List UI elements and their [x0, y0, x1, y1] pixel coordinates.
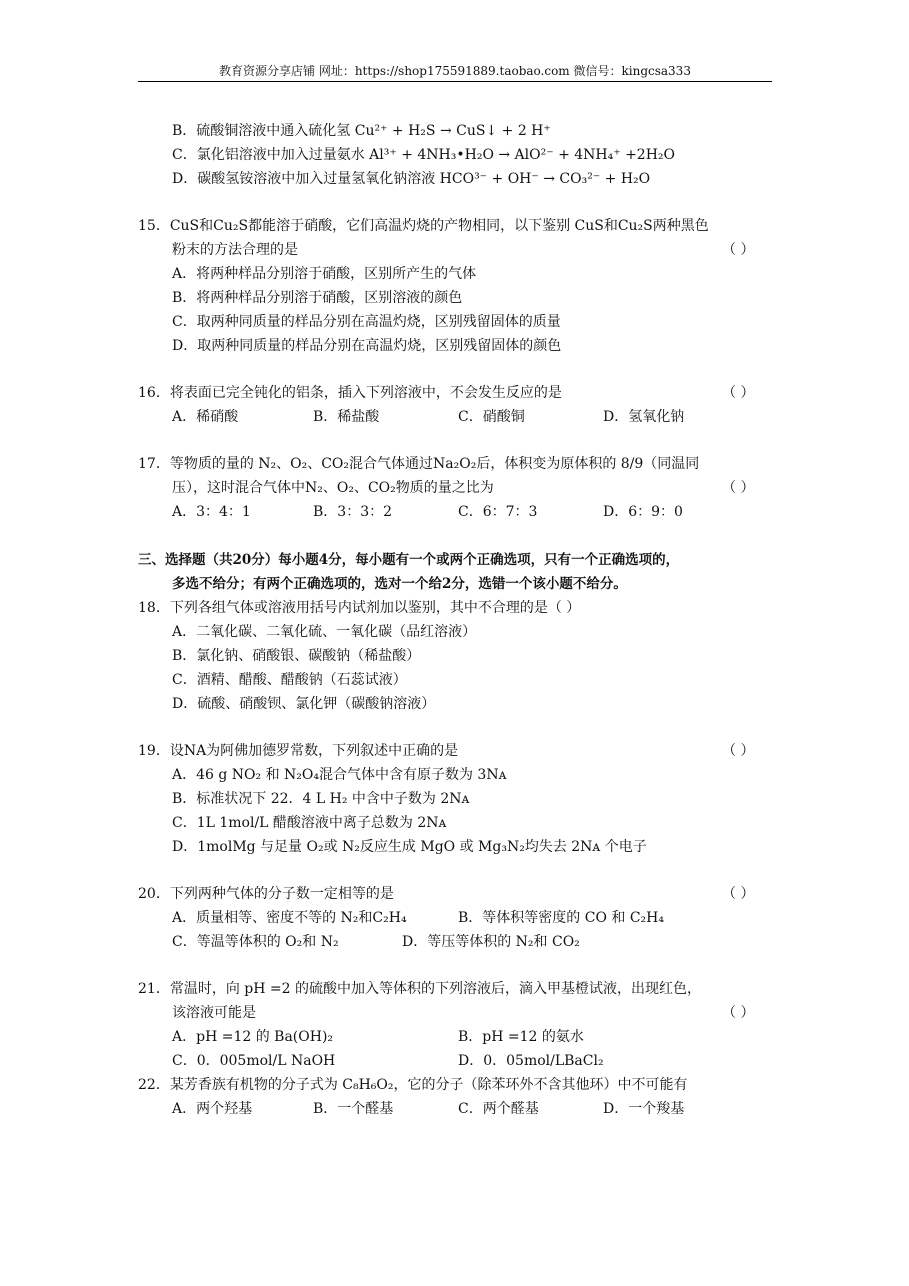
- q20-stem: 20．下列两种气体的分子数一定相等的是: [138, 886, 394, 902]
- q21-stem-line2: 该溶液可能是: [172, 1005, 256, 1021]
- q21-stem-line1: 21．常温时，向 pH =2 的硫酸中加入等体积的下列溶液后，滴入甲基橙试液，出现红色，: [138, 981, 701, 997]
- q16-option-b: B．稀盐酸: [313, 409, 380, 425]
- q15-option-d: D．取两种同质量的样品分别在高温灼烧，区别残留固体的颜色: [172, 338, 562, 354]
- q22-option-d: D．一个羧基: [603, 1101, 685, 1117]
- q17-option-d: D．6：9：0: [603, 504, 683, 520]
- q19-option-c: C．1L 1mol/L 醋酸溶液中离子总数为 2Nᴀ: [172, 815, 447, 831]
- q21-answer-paren: （ ）: [722, 1005, 755, 1021]
- page-header: 教育资源分享店铺 网址：https://shop175591889.taobao.com 微信号：kingcsa333: [219, 64, 691, 78]
- q14-option-c: C．氯化铝溶液中加入过量氨水 Al³⁺ + 4NH₃•H₂O → AlO²⁻ + 4NH₄⁺ +2H₂O: [172, 147, 676, 163]
- q19-stem: 19．设NA为阿佛加德罗常数，下列叙述中正确的是: [138, 743, 459, 759]
- q17-option-c: C．6：7：3: [458, 504, 538, 520]
- q17-stem-line2: 压），这时混合气体中N₂、O₂、CO₂物质的量之比为: [172, 480, 494, 496]
- q16-stem: 16．将表面已完全钝化的铝条，插入下列溶液中，不会发生反应的是: [138, 385, 562, 401]
- q16-option-c: C．硝酸铜: [458, 409, 525, 425]
- q18-option-c: C．酒精、醋酸、醋酸钠（石蕊试液）: [172, 672, 407, 688]
- q15-option-c: C．取两种同质量的样品分别在高温灼烧，区别残留固体的质量: [172, 314, 561, 330]
- q16-answer-paren: （ ）: [722, 385, 755, 401]
- q19-option-d: D．1molMg 与足量 O₂或 N₂反应生成 MgO 或 Mg₃N₂均失去 2Nᴀ 个电子: [172, 839, 647, 855]
- q15-option-b: B．将两种样品分别溶于硝酸，区别溶液的颜色: [172, 290, 463, 306]
- q16-option-d: D．氢氧化钠: [603, 409, 685, 425]
- q18-stem: 18．下列各组气体或溶液用括号内试剂加以鉴别，其中不合理的是（ ）: [138, 600, 581, 616]
- q14-option-d: D．碳酸氢铵溶液中加入过量氢氧化钠溶液 HCO³⁻ + OH⁻ → CO₃²⁻ + H₂O: [172, 171, 651, 187]
- q18-option-d: D．硫酸、硝酸钡、氯化钾（碳酸钠溶液）: [172, 696, 436, 712]
- q18-option-b: B．氯化钠、硝酸银、碳酸钠（稀盐酸）: [172, 648, 421, 664]
- q17-option-b: B．3：3：2: [313, 504, 393, 520]
- q22-stem: 22．某芳香族有机物的分子式为 C₈H₆O₂，它的分子（除苯环外不含其他环）中不可能有: [138, 1077, 688, 1093]
- q20-answer-paren: （ ）: [722, 886, 755, 902]
- q20-option-a: A．质量相等、密度不等的 N₂和C₂H₄: [172, 910, 407, 926]
- q22-option-b: B．一个醛基: [313, 1101, 394, 1117]
- q18-option-a: A．二氧化碳、二氧化硫、一氧化碳（品红溶液）: [172, 624, 477, 640]
- q15-answer-paren: （ ）: [722, 242, 755, 258]
- q20-option-d: D．等压等体积的 N₂和 CO₂: [402, 934, 580, 950]
- q21-option-b: B．pH =12 的氨水: [458, 1029, 584, 1045]
- q20-option-c: C．等温等体积的 O₂和 N₂: [172, 934, 339, 950]
- q16-option-a: A．稀硝酸: [172, 409, 239, 425]
- q21-option-a: A．pH =12 的 Ba(OH)₂: [172, 1029, 334, 1045]
- q15-stem-line2: 粉末的方法合理的是: [172, 242, 298, 258]
- q21-option-c: C．0．005mol/L NaOH: [172, 1053, 336, 1069]
- q14-option-b: B．硫酸铜溶液中通入硫化氢 Cu²⁺ + H₂S → CuS↓ + 2 H⁺: [172, 123, 551, 139]
- q15-option-a: A．将两种样品分别溶于硝酸，区别所产生的气体: [172, 266, 477, 282]
- q20-option-b: B．等体积等密度的 CO 和 C₂H₄: [458, 910, 664, 926]
- q15-stem-line1: 15．CuS和Cu₂S都能溶于硝酸，它们高温灼烧的产物相同，以下鉴别 CuS和Cu₂S两种黑色: [138, 218, 709, 234]
- section-3-heading-line1: 三、选择题（共20分）每小题4分，每小题有一个或两个正确选项，只有一个正确选项的，: [138, 552, 680, 568]
- section-3-heading-line2: 多选不给分；有两个正确选项的，选对一个给2分，选错一个该小题不给分。: [172, 576, 627, 592]
- header-rule: [138, 81, 772, 82]
- q21-option-d: D．0．05mol/LBaCl₂: [458, 1053, 604, 1069]
- q19-answer-paren: （ ）: [722, 743, 755, 759]
- q17-option-a: A．3：4：1: [172, 504, 251, 520]
- q19-option-a: A．46 g NO₂ 和 N₂O₄混合气体中含有原子数为 3Nᴀ: [172, 767, 507, 783]
- q17-stem-line1: 17．等物质的量的 N₂、O₂、CO₂混合气体通过Na₂O₂后，体积变为原体积的 8/9（同温同: [138, 456, 700, 472]
- q17-answer-paren: （ ）: [722, 480, 755, 496]
- q22-option-c: C．两个醛基: [458, 1101, 539, 1117]
- q22-option-a: A．两个羟基: [172, 1101, 253, 1117]
- q19-option-b: B．标准状况下 22．4 L H₂ 中含中子数为 2Nᴀ: [172, 791, 470, 807]
